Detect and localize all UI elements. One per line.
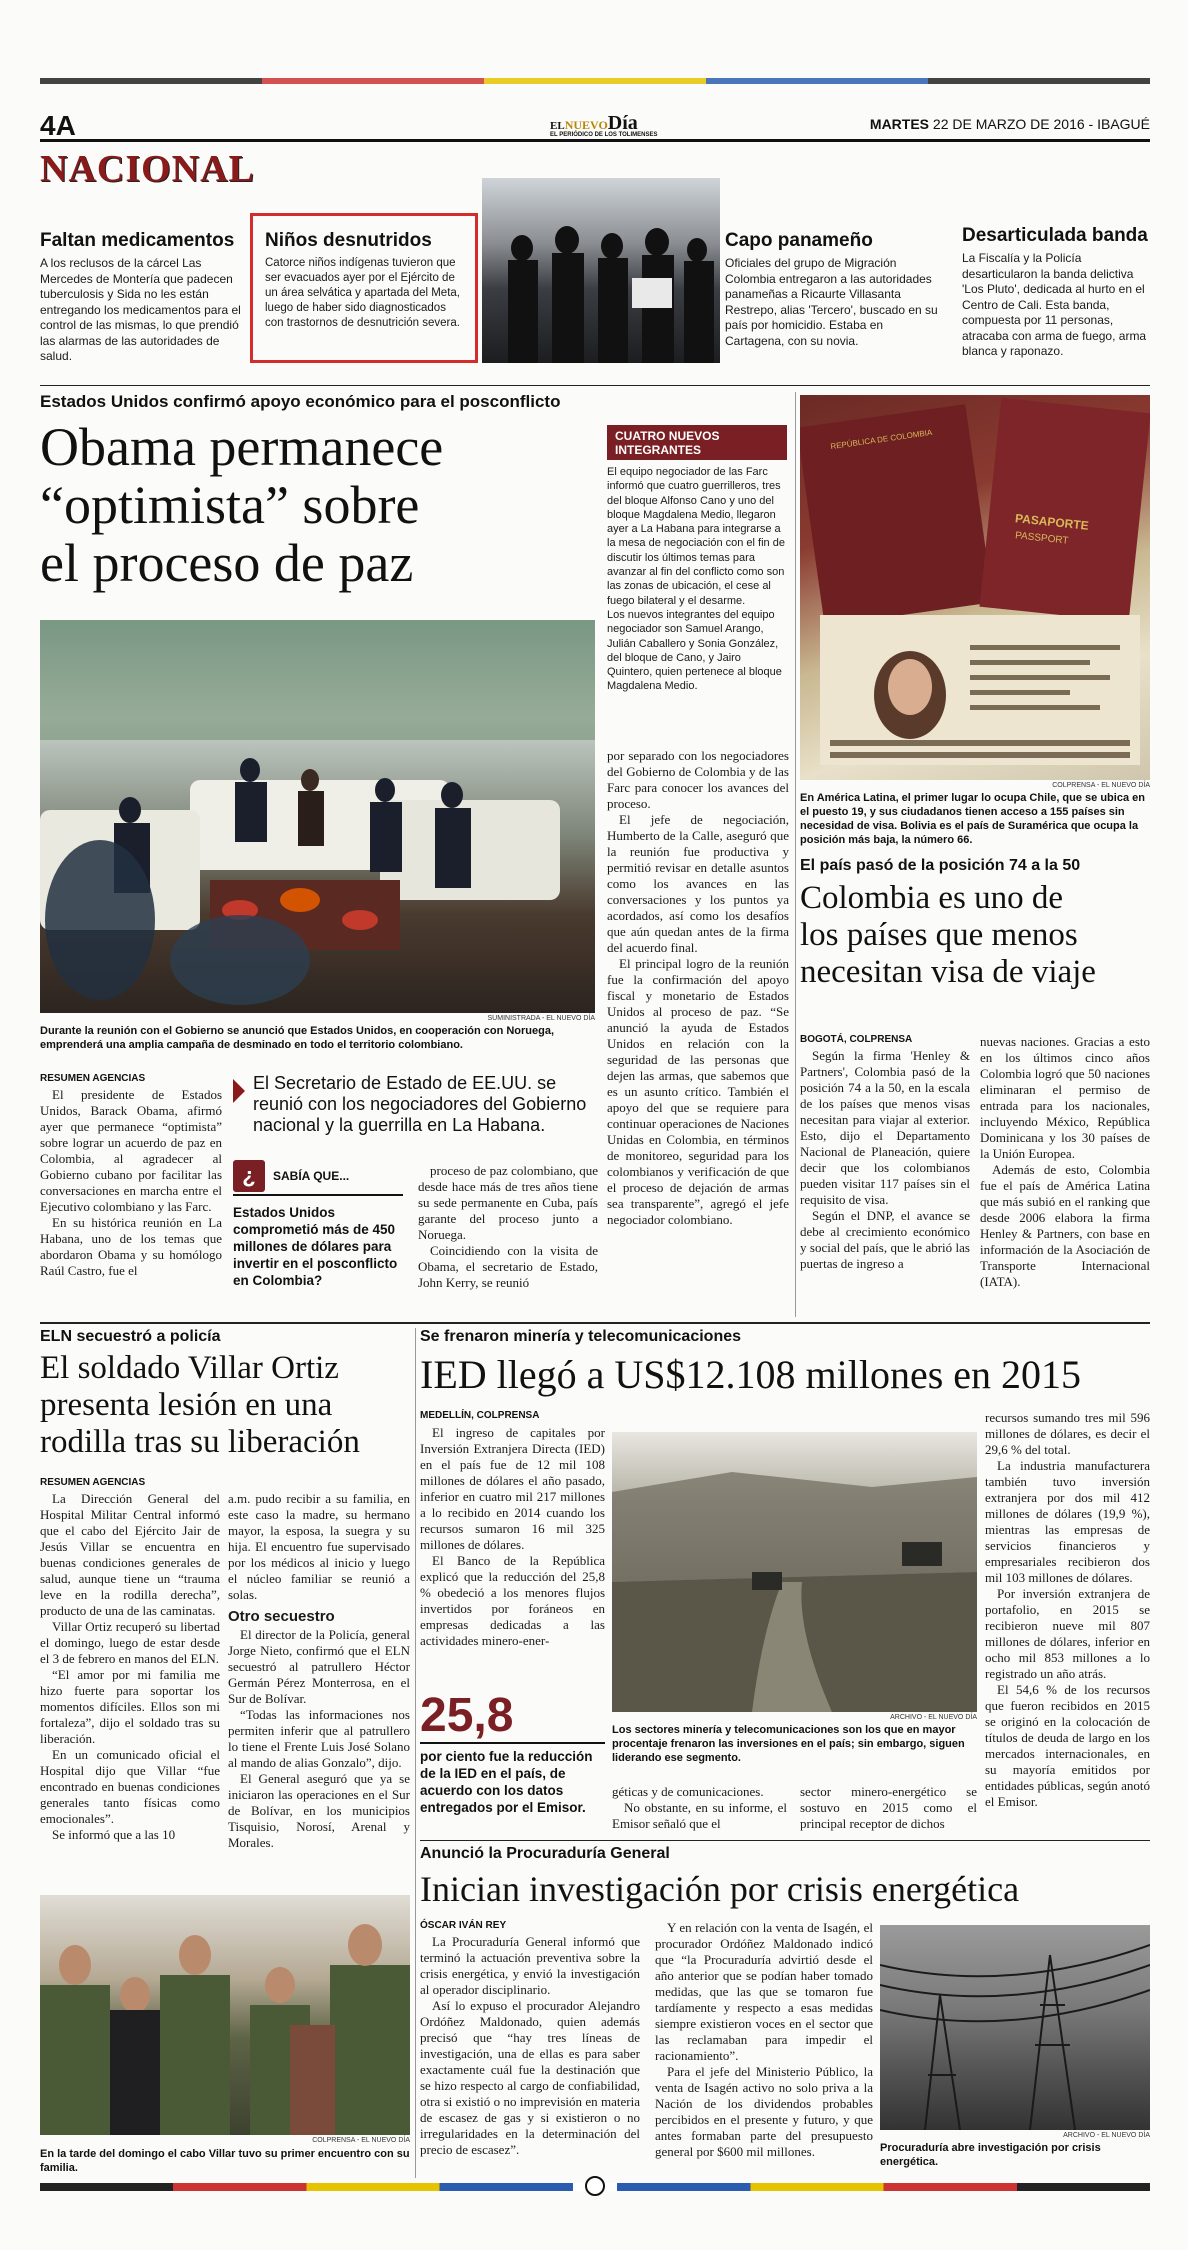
brief-1	[40, 230, 245, 365]
visa-paragraph: Además de esto, Colombia fue el país de América Latina que más subió en el ranking que desde 2006 elabora la firma Henley & Partners, con base en información de la Asociación de Transporte Internacional (IATA).	[980, 1162, 1150, 1289]
visa-headline-line-2: los países que menos	[800, 917, 1078, 953]
divider-mid	[40, 1322, 1150, 1324]
sabia-header	[233, 1160, 403, 1196]
ied-under-photo-1	[612, 1784, 787, 1832]
passport-word-passport: PASSPORT	[1014, 530, 1069, 547]
soldado-kicker: ELN secuestró a policía	[40, 1328, 221, 1345]
soldado-photo-credit: COLPRENSA - EL NUEVO DÍA	[312, 2137, 410, 2144]
divider-procuraduria	[420, 1840, 1150, 1841]
registration-strip-top	[40, 78, 1150, 84]
date-rest: 22 DE MARZO DE 2016 - IBAGUÉ	[932, 116, 1150, 132]
soldado-paragraph: El director de la Policía, general Jorge Nieto, confirmó que el ELN secuestró al patrullero Héctor Germán Pérez Monterrosa, en el Sur de Bolívar.	[228, 1627, 410, 1706]
obama-headline-line-1: Obama permanece	[40, 417, 444, 477]
brief-3-title: Capo panameño	[725, 230, 873, 251]
police-photo	[482, 178, 720, 363]
power-lines-photo	[880, 1925, 1150, 2130]
ied-kicker: Se frenaron minería y telecomunicaciones	[420, 1328, 742, 1345]
visa-kicker: El país pasó de la posición 74 a la 50	[800, 857, 1081, 874]
obama-paragraph: por separado con los negociadores del Gobierno de Colombia y de las Farc para conocer los avances del proceso.	[607, 748, 789, 811]
divider-briefs	[40, 385, 1150, 386]
brief-4-body: La Fiscalía y la Policía desarticularon la banda delictiva 'Los Pluto', dedicada al hurto en el Centro de Cali. Esta banda, compuesta por 11 personas, atracaba con arma de fuego, arma blanca y raponazo.	[962, 251, 1147, 358]
passport-photo	[800, 395, 1150, 780]
ied-paragraph: El ingreso de capitales por Inversión Extranjera Directa (IED) en el país fue de 12 mil 108 millones de dólares el año pasado, inferior en cuatro mil 217 millones a lo recibido en 2014 cuando los recursos sumaron 16 mil 325 millones de dólares.	[420, 1425, 605, 1552]
brief-4	[962, 225, 1157, 360]
big-number-text: por ciento fue la reducción de la IED en el país, de acuerdo con los datos entregados por el Emisor.	[420, 1749, 593, 1815]
masthead-suffix: Día	[607, 112, 638, 134]
ied-col-3	[985, 1410, 1150, 1810]
visa-byline: BOGOTÁ, COLPRENSA	[800, 1034, 913, 1045]
ied-col-1	[420, 1425, 605, 1649]
brief-1-title: Faltan medicamentos	[40, 230, 235, 251]
soldado-headline-line-1: El soldado Villar Ortiz	[40, 1350, 339, 1386]
ied-paragraph: El 54,6 % de los recursos que fueron recibidos en 2015 se originó en la colocación de títulos de deuda de largo en los mercados internacionales, en su mayoría emitidos por entidades públicas, según anotó el Emisor.	[985, 1682, 1150, 1809]
procuraduria-col-1	[420, 1934, 640, 2158]
sidebar-text	[607, 465, 787, 694]
obama-paragraph: El principal logro de la reunión fue la confirmación del apoyo fiscal y monetario de Estados Unidos al proceso de paz. “Se anunció la ayuda de Estados Unidos en relación con la seguridad de las personas que dejen las armas, que sabemos que es un asunto crítico. También el apoyo del que se requiere para continuar operaciones de Naciones Unidas en Colombia, en términos de monitoreo, seguridad para los colombianos y verificación de que el proceso de dejación de armas sea transparente”, agregó el jefe negociador colombiano.	[607, 956, 789, 1227]
ied-paragraph: recursos sumando tres mil 596 millones de dólares, es decir el 29,6 % del total.	[985, 1410, 1150, 1457]
obama-paragraph: En su histórica reunión en La Habana, uno de los temas que abordaron Obama y su homólogo Raúl Castro, fue el	[40, 1215, 222, 1278]
obama-headline-line-3: el proceso de paz	[40, 533, 414, 593]
soldado-photo-caption: En la tarde del domingo el cabo Villar tuvo su primer encuentro con su familia.	[40, 2148, 410, 2174]
ied-paragraph: No obstante, en su informe, el Emisor señaló que el	[612, 1800, 787, 1831]
sidebar-paragraph: Los nuevos integrantes del equipo negociador son Samuel Arango, Julián Caballero y Sonia González, del bloque de Cano, y Jairo Quintero, quien pertenece al bloque Magdalena Medio.	[607, 608, 782, 693]
column-rule	[415, 1328, 416, 2178]
soldier-family-scene	[40, 1895, 410, 2135]
mining-scene	[612, 1432, 977, 1712]
soldado-paragraph: “Todas las informaciones nos permiten inferir que al patrullero lo tiene el Frente Luis José Solano al mando de alias Gonzalo”, dijo.	[228, 1707, 410, 1770]
ied-photo-credit: ARCHIVO - EL NUEVO DÍA	[890, 1714, 977, 1721]
brief-3	[725, 230, 945, 349]
soldado-paragraph: Se informó que a las 10	[52, 1827, 176, 1842]
procuraduria-byline: ÓSCAR IVÁN REY	[420, 1920, 507, 1931]
masthead-tagline: EL PERIÓDICO DE LOS TOLIMENSES	[550, 132, 658, 138]
soldado-headline	[40, 1350, 410, 1461]
obama-paragraph: proceso de paz colombiano, que desde hace más de tres años tiene su sede permanente en Cuba, país garante del proceso junto a Noruega.	[418, 1163, 598, 1242]
brief-2-body: Catorce niños indígenas tuvieron que ser evacuados ayer por el Ejército de un área selvática y apartada del Meta, luego de haber sido diagnosticados con trastornos de desnutrición severa.	[265, 257, 460, 329]
visa-col-1	[800, 1048, 970, 1272]
column-rule	[795, 392, 796, 1317]
sidebar-label-text: CUATRO NUEVOS INTEGRANTES	[615, 429, 720, 457]
meeting-scene	[40, 620, 595, 1013]
visa-photo-caption: En América Latina, el primer lugar lo ocupa Chile, que se ubica en el puesto 19, y sus ciudadanos tienen acceso a 155 países sin necesidad de visa. Bolivia es el país de Suramérica que ocupa la posición más baja, la número 66.	[800, 792, 1145, 846]
police-photo-figures	[482, 178, 720, 363]
obama-paragraph: Coincidiendo con la visita de Obama, el secretario de Estado, John Kerry, se reunió	[418, 1243, 598, 1290]
ied-paragraph: Por inversión extranjera de portafolio, en 2015 se recibieron nueve mil 807 millones de dólares, inferior en ocho mil 853 millones a lo registrado un año atrás.	[985, 1586, 1150, 1681]
procuraduria-photo-caption: Procuraduría abre investigación por crisis energética.	[880, 2142, 1101, 2168]
procuraduria-col-2	[655, 1920, 873, 2160]
soldado-paragraph: Villar Ortiz recuperó su libertad el domingo, luego de estar desde el 3 de febrero en manos del ELN.	[40, 1619, 220, 1666]
ied-headline: IED llegó a US$12.108 millones en 2015	[420, 1352, 1082, 1397]
passport-word-pasaporte: PASAPORTE	[1014, 511, 1090, 533]
procuraduria-paragraph: Para el jefe del Ministerio Público, la venta de Isagén activo no solo priva a la Nación de los dividendos probables percibidos en el presente y futuro, y que antes formaban parte del presupuesto general por $600 mil millones.	[655, 2064, 873, 2159]
date-day: MARTES	[869, 116, 930, 132]
visa-paragraph: nuevas naciones. Gracias a esto en los últimos cinco años Colombia logró que 50 naciones eliminaran el permiso de entrada para los nacionales, incluyendo México, República Dominicana y los 30 países de la Unión Europea.	[980, 1034, 1150, 1161]
visa-photo-credit: COLPRENSA - EL NUEVO DÍA	[1052, 782, 1150, 789]
soldado-paragraph: La Dirección General del Hospital Militar Central informó que el cabo del Ejército Jair de Jesús Villar se encuentra en buenas condiciones generales de salud, aunque tiene un “trauma leve en la rodilla derecha”, producto de una de las caminatas.	[40, 1491, 220, 1618]
brief-2-title: Niños desnutridos	[265, 230, 432, 251]
registration-mark	[585, 2176, 605, 2196]
procuraduria-kicker: Anunció la Procuraduría General	[420, 1845, 670, 1862]
procuraduria-paragraph: Así lo expuso el procurador Alejandro Ordóñez Maldonado, quien además precisó que “hay tres líneas de investigación, una de ellas es para saber exactamente cuál fue la destinación que se hizo respecto al cargo de confiabilidad, otra si existió o no imprevisión en materia de escasez de gas y si existieron o no irregularidades en la determinación del precio de escasez”.	[420, 1998, 640, 2157]
visa-col-2	[980, 1034, 1150, 1290]
obama-photo-credit: SUMINISTRADA - EL NUEVO DÍA	[487, 1015, 595, 1022]
sabia-label: SABÍA QUE...	[273, 1169, 350, 1183]
soldado-col-2	[228, 1491, 410, 1851]
passport-graphic	[800, 395, 1150, 780]
power-lines-scene	[880, 1925, 1150, 2130]
obama-kicker: Estados Unidos confirmó apoyo económico para el posconflicto	[40, 392, 561, 411]
soldado-paragraph: a.m. pudo recibir a su familia, en este caso la madre, su hermano mayor, la esposa, la suegra y su hija. El encuentro fue supervisado por los médicos al inicio y luego el núcleo familiar se reunió a solas.	[228, 1491, 410, 1602]
procuraduria-headline: Inician investigación por crisis energética	[420, 1869, 1020, 1909]
procuraduria-photo-credit: ARCHIVO - EL NUEVO DÍA	[1063, 2132, 1150, 2139]
visa-headline	[800, 880, 1155, 991]
obama-col-1	[40, 1087, 222, 1279]
soldado-paragraph: El General aseguró que ya se iniciaron las operaciones en el Sur de Bolívar, en los municipios Tisquisio, Norosí, Arenal y Morales.	[228, 1771, 410, 1850]
ied-paragraph: El Banco de la República explicó que la reducción del 25,8 % obedeció a los menores flujos invertidos por foráneos en empresas dedicadas a las actividades minero-ener-	[420, 1553, 605, 1648]
pullquote-text: El Secretario de Estado de EE.UU. se reunió con los negociadores del Gobierno nacional y la guerrilla en La Habana.	[253, 1073, 587, 1135]
ied-under-photo-2	[800, 1784, 977, 1832]
soldado-headline-line-2: presenta lesión en una	[40, 1387, 333, 1423]
obama-paragraph: El presidente de Estados Unidos, Barack Obama, afirmó ayer que permanece “optimista” sobre lograr un acuerdo de paz en Colombia, al agradecer al Gobierno cubano por facilitar las conversaciones en marcha entre el Ejecutivo colombiano y las Farc.	[40, 1087, 222, 1214]
obama-col-2	[418, 1163, 598, 1291]
sabia-box	[233, 1160, 403, 1289]
obama-paragraph: El jefe de negociación, Humberto de la Calle, aseguró que la reunión fue productiva y permitió revisar en detalle asuntos como los avances en las conversaciones y los puntos ya acordados, así como los desafíos que aún quedan antes de la firma del acuerdo final.	[607, 812, 789, 955]
brief-3-body: Oficiales del grupo de Migración Colombia entregaron a las autoridades panameñas a Ricaurte Villasanta Restrepo, alias 'Tercero', buscado en su país por homicidio. Estaba en Cartagena, con su novia.	[725, 256, 938, 348]
visa-headline-line-1: Colombia es uno de	[800, 880, 1064, 916]
obama-headline	[40, 418, 600, 592]
obama-byline: RESUMEN AGENCIAS	[40, 1073, 146, 1084]
soldado-subhead: Otro secuestro	[228, 1608, 335, 1625]
question-mark-icon: ¿	[233, 1160, 265, 1192]
ied-photo-caption: Los sectores minería y telecomunicaciones son los que en mayor procentaje frenaron las inversiones en el país; sin embargo, siguen liderando ese segmento.	[612, 1724, 965, 1764]
section-title: NACIONAL	[40, 148, 255, 190]
soldado-byline: RESUMEN AGENCIAS	[40, 1477, 146, 1488]
big-number: 25,8	[420, 1690, 605, 1744]
procuraduria-paragraph: Y en relación con la venta de Isagén, el procurador Ordóñez Maldonado indicó que “la Procuraduría advirtió desde el año anterior que se podían haber tomado medidas, que las que se tomaron fue tardíamente y respecto a esas medidas siempre existieron voces en el sector que las reclamaban para impedir el racionamiento”.	[655, 1920, 873, 2063]
soldado-headline-line-3: rodilla tras su liberación	[40, 1424, 360, 1460]
obama-meeting-photo	[40, 620, 595, 1013]
mining-photo	[612, 1432, 977, 1712]
pullquote	[233, 1073, 598, 1136]
ied-paragraph: La industria manufacturera también tuvo inversión extranjera por dos mil 412 millones de dólares (19,9 %), mientras las empresas de servicios financieros y empresariales recibieron dos mil 103 millones de dólares.	[985, 1458, 1150, 1585]
obama-headline-line-2: “optimista” sobre	[40, 475, 420, 535]
sidebar-label	[607, 425, 787, 460]
procuraduria-paragraph: La Procuraduría General informó que terminó la actuación preventiva sobre la crisis energética, y envió la investigación al operador disciplinario.	[420, 1934, 640, 1997]
ied-byline: MEDELLÍN, COLPRENSA	[420, 1410, 540, 1421]
visa-paragraph: Según la firma 'Henley & Partners', Colombia pasó de la posición 74 a la 50, en la escala de los países que menos visas necesitan para viajar al exterior. Esto, dijo el Departamento Nacional de Planeación, quiere decir que los colombianos pueden visitar 117 países sin el requisito de visa.	[800, 1048, 970, 1207]
page-header	[40, 110, 1150, 142]
soldado-col-1	[40, 1491, 220, 1843]
masthead-highlight: NUEVO	[564, 118, 608, 132]
ied-paragraph: géticas y de comunicaciones.	[612, 1784, 764, 1799]
triangle-marker-icon	[233, 1079, 245, 1103]
soldado-paragraph: “El amor por mi familia me hizo fuerte para soportar los momentos difíciles. Ellos son mi fortaleza”, dijo el soldado tras su liberación.	[40, 1667, 220, 1746]
soldier-family-photo	[40, 1895, 410, 2135]
brief-2-box	[250, 213, 478, 363]
passport-word-republic: REPÚBLICA DE COLOMBIA	[829, 427, 933, 452]
brief-4-title: Desarticulada banda	[962, 225, 1148, 246]
brief-1-body: A los reclusos de la cárcel Las Mercedes de Montería que padecen tuberculosis y Sida no les están entregando los medicamentos para el control de las mismas, lo que prendió las alarmas de las autoridades de salud.	[40, 256, 241, 363]
visa-paragraph: Según el DNP, el avance se debe al crecimiento económico y social del país, que le abrió las puertas de ingreso a	[800, 1208, 970, 1271]
page-date	[870, 116, 1150, 132]
soldado-paragraph: En un comunicado oficial el Hospital dijo que Villar “fue encontrado en buenas condiciones generales tanto físicas como emocionales”.	[40, 1747, 220, 1826]
sidebar-paragraph: El equipo negociador de las Farc informó que cuatro guerrilleros, tres del bloque Alfonso Cano y uno del bloque Magdalena Medio, llegaron ayer a La Habana para integrarse a la mesa de negociación con el fin de discutir los últimos temas para avanzar al fin del conflicto como son las zonas de ubicación, el cese al fuego bilateral y el desarme.	[607, 466, 785, 607]
masthead-prefix: EL	[550, 120, 565, 132]
obama-photo-caption: Durante la reunión con el Gobierno se anunció que Estados Unidos, en cooperación con Noruega, emprenderá una amplia campaña de desminado en todo el territorio colombiano.	[40, 1025, 555, 1051]
visa-headline-line-3: necesitan visa de viaje	[800, 954, 1096, 990]
sabia-text: Estados Unidos comprometió más de 450 millones de dólares para invertir en el posconflicto en Colombia?	[233, 1205, 398, 1288]
page-number: 4A	[40, 110, 76, 141]
obama-col-3	[607, 748, 789, 1228]
ied-paragraph: sector minero-energético se sostuvo en 2015 como el principal receptor de dichos	[800, 1784, 977, 1831]
